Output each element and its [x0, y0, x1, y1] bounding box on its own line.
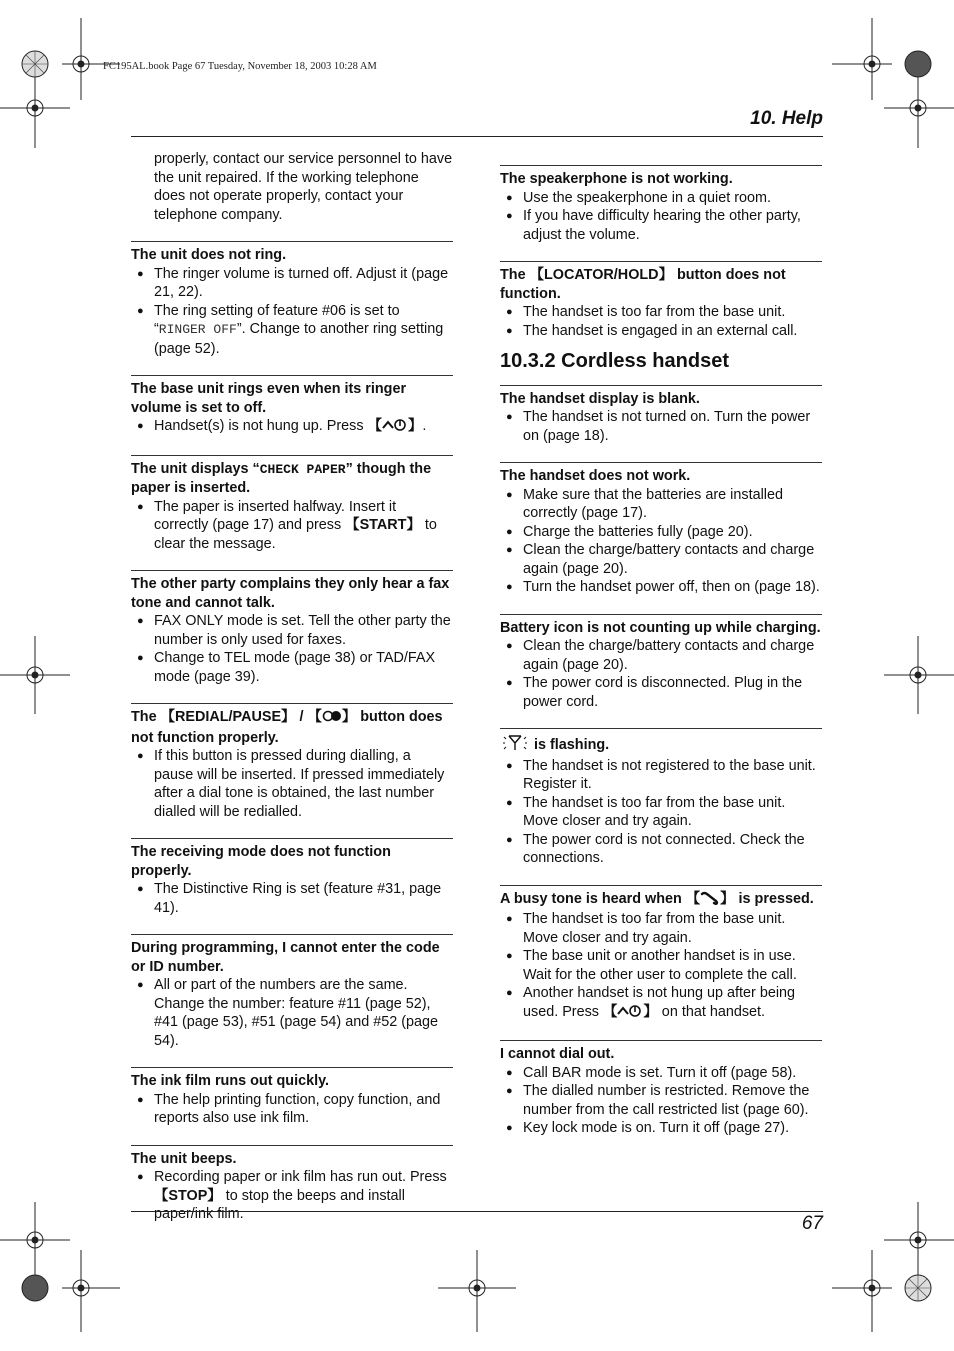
list-item: ● The dialled number is restricted. Remove the number from the call restricted list (page 60). — [500, 1082, 822, 1119]
list-item: ● The base unit or another handset is in use. Wait for the other user to complete the call. — [500, 947, 822, 984]
faq-question: The handset does not work. — [500, 468, 691, 484]
faq-question: is flashing. — [500, 733, 822, 757]
list-item: ● Handset(s) is not hung up. Press 【 】. — [131, 417, 453, 438]
right-column — [500, 147, 822, 1138]
faq-redial-pause — [131, 703, 453, 821]
faq-cannot-dial-out — [500, 1040, 822, 1138]
faq-ink-film — [131, 1067, 453, 1128]
faq-handset-not-work — [500, 462, 822, 597]
faq-question: The 【REDIAL/PAUSE】 / 【 】 button does not function properly. — [131, 709, 443, 746]
list-item: ● Clean the charge/battery contacts and charge again (page 20). — [500, 541, 822, 578]
list-item: ● Change to TEL mode (page 38) or TAD/FAX mode (page 39). — [131, 649, 453, 686]
faq-receiving-mode — [131, 838, 453, 917]
faq-fax-tone-complaint — [131, 570, 453, 686]
footer-rule — [131, 1211, 823, 1212]
faq-question: The unit does not ring. — [131, 247, 287, 263]
faq-check-paper — [131, 455, 453, 554]
header-rule — [131, 136, 823, 137]
list-item: ● The power cord is disconnected. Plug in the power cord. — [500, 674, 822, 711]
list-item: ● The help printing function, copy function, and reports also use ink film. — [131, 1091, 453, 1128]
book-file-note: FC195AL.book Page 67 Tuesday, November 18, 2003 10:28 AM — [103, 61, 377, 72]
list-item: ● If this button is pressed during dialling, a pause will be inserted. If pressed immediately after a dial tone is obtained, the last number dialled will be redialled. — [131, 747, 453, 821]
list-item: ● Clean the charge/battery contacts and charge again (page 20). — [500, 637, 822, 674]
faq-question: A busy tone is heard when 【 】 is pressed. — [500, 890, 822, 911]
talk-icon — [700, 891, 720, 911]
list-item: ● Use the speakerphone in a quiet room. — [500, 189, 822, 208]
list-item: ● The handset is too far from the base unit. Move closer and try again. — [500, 910, 822, 947]
faq-question: The handset display is blank. — [500, 390, 700, 407]
list-item: ● The handset is not registered to the base unit. Register it. — [500, 757, 822, 794]
list-item: ● The power cord is not connected. Check the connections. — [500, 831, 822, 868]
faq-question: The 【LOCATOR/HOLD】 button does not function. — [500, 267, 786, 302]
faq-busy-tone — [500, 885, 822, 1024]
list-item: ● The handset is too far from the base unit. — [500, 303, 822, 322]
faq-display-blank — [500, 385, 822, 446]
left-column — [131, 150, 453, 1224]
list-item: ● The paper is inserted halfway. Insert it correctly (page 17) and press 【START】 to clear the message. — [131, 498, 453, 554]
list-item: ● The ringer volume is turned off. Adjust it (page 21, 22). — [131, 265, 453, 302]
list-item: ● All or part of the numbers are the same. Change the number: feature #11 (page 52), #41 (page 53), #51 (page 54) and #52 (page 54). — [131, 976, 453, 1050]
faq-question: During programming, I cannot enter the code or ID number. — [131, 940, 440, 975]
faq-question: I cannot dial out. — [500, 1046, 615, 1062]
section-title: 10. Help — [750, 108, 823, 129]
antenna-icon — [500, 733, 530, 757]
page-number: 67 — [801, 1213, 823, 1234]
faq-question: The receiving mode does not function properly. — [131, 844, 391, 879]
list-item: ● Key lock mode is on. Turn it off (page 27). — [500, 1119, 822, 1138]
faq-question: The base unit rings even when its ringer volume is set to off. — [131, 381, 407, 416]
faq-question: The unit displays “CHECK PAPER” though the paper is inserted. — [131, 460, 432, 496]
list-item: ● Turn the handset power off, then on (page 18). — [500, 578, 822, 597]
faq-question: The unit beeps. — [131, 1150, 237, 1167]
faq-question: The speakerphone is not working. — [500, 171, 733, 187]
intro-paragraph: properly, contact our service personnel to have the unit repaired. If the working telephone does not operate properly, contact your telephone company. — [154, 151, 453, 223]
subsection-heading: 10.3.2 Cordless handset — [500, 350, 729, 372]
list-item: ● The Distinctive Ring is set (feature #31, page 41). — [131, 880, 453, 917]
off-power-icon — [382, 418, 408, 438]
off-power-icon — [617, 1004, 643, 1024]
faq-speakerphone — [500, 165, 822, 244]
faq-base-rings-volume-off — [131, 375, 453, 438]
faq-battery-icon — [500, 614, 822, 712]
list-item: ● Call BAR mode is set. Turn it off (page 58). — [500, 1064, 822, 1083]
list-item: ● The handset is not turned on. Turn the power on (page 18). — [500, 408, 822, 445]
faq-unit-does-not-ring — [131, 241, 453, 358]
list-item: ● The handset is too far from the base unit. Move closer and try again. — [500, 794, 822, 831]
redial-pause-icon — [322, 709, 342, 729]
list-item: ● Charge the batteries fully (page 20). — [500, 523, 822, 542]
faq-antenna-flashing — [500, 728, 822, 868]
list-item: ● The ring setting of feature #06 is set to “RINGER OFF”. Change to another ring setting (page 52). — [131, 302, 453, 359]
list-item: ● The handset is engaged in an external call. — [500, 322, 822, 341]
faq-question: Battery icon is not counting up while charging. — [500, 619, 821, 636]
faq-locator-hold — [500, 261, 822, 340]
faq-programming-code — [131, 934, 453, 1050]
list-item: ● Recording paper or ink film has run out. Press 【STOP】 to stop the beeps and install paper/ink film. — [131, 1168, 453, 1224]
faq-question: The ink film runs out quickly. — [131, 1073, 330, 1089]
list-item: ● Make sure that the batteries are installed correctly (page 17). — [500, 486, 822, 523]
list-item: ● FAX ONLY mode is set. Tell the other party the number is only used for faxes. — [131, 612, 453, 649]
faq-question: The other party complains they only hear a fax tone and cannot talk. — [131, 576, 450, 611]
list-item: ● Another handset is not hung up after being used. Press 【 】 on that handset. — [500, 984, 822, 1023]
list-item: ● If you have difficulty hearing the other party, adjust the volume. — [500, 207, 822, 244]
